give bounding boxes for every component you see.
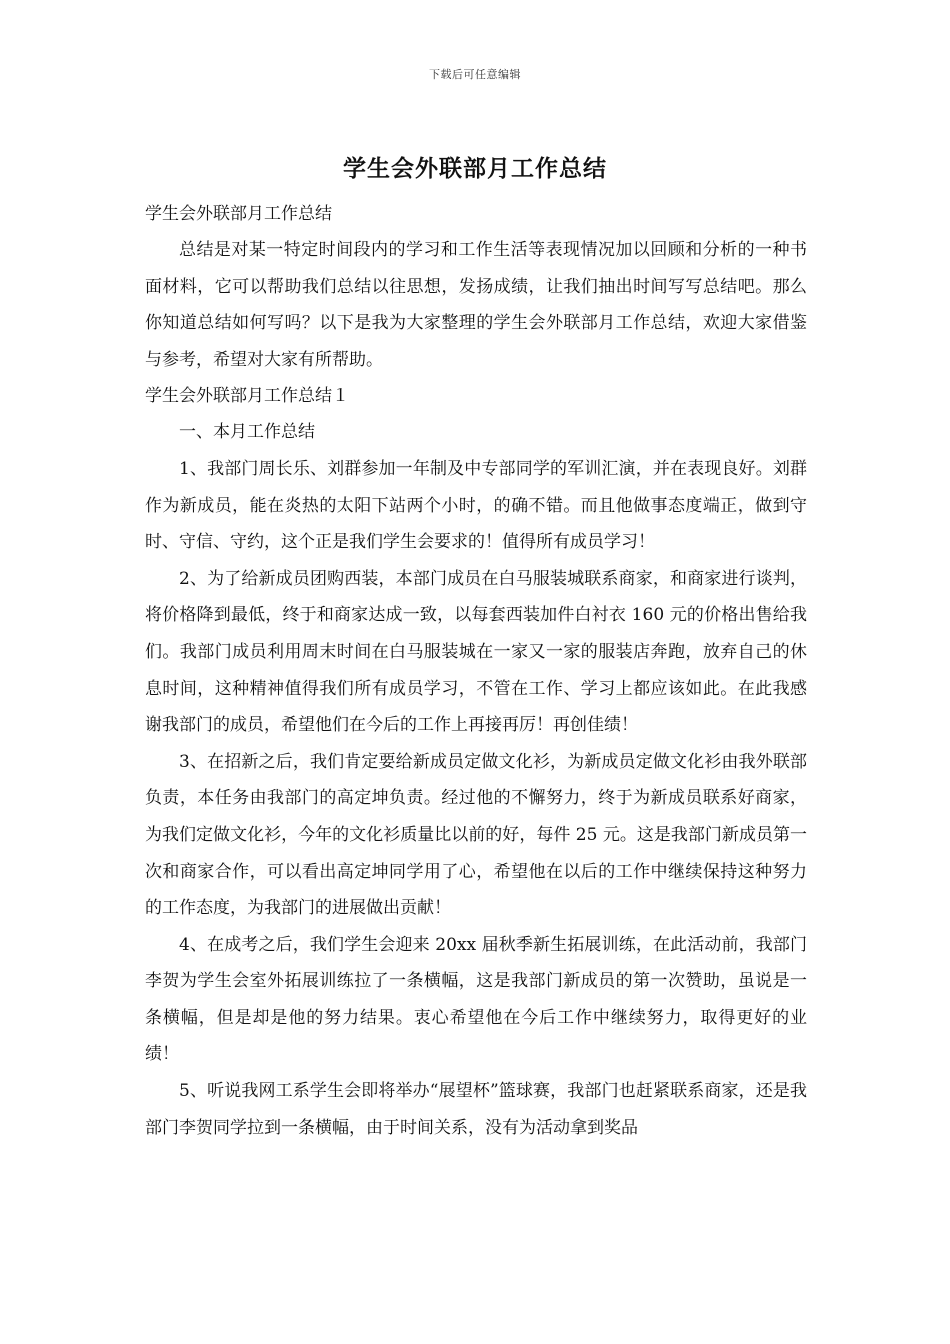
body-paragraph-1: 1、我部门周长乐、刘群参加一年制及中专部同学的军训汇演，并在表现良好。刘群作为新成员，能在炎热的太阳下站两个小时，的确不错。而且他做事态度端正，做到守时、守信、守约，这个正是我们学生会要求的！值得所有成员学习！ (145, 458, 807, 553)
section-heading: 学生会外联部月工作总结１ (145, 386, 349, 407)
document-body (145, 196, 807, 1146)
body-paragraph-4: 4、在成考之后，我们学生会迎来 20xx 届秋季新生拓展训练，在此活动前，我部门李贺为学生会室外拓展训练拉了一条横幅，这是我部门新成员的第一次赞助，虽说是一条横幅，但是却是他的努力结果。衷心希望他在今后工作中继续努力，取得更好的业绩！ (145, 934, 807, 1065)
document-title: 学生会外联部月工作总结 (343, 155, 607, 182)
body-paragraph-2: 2、为了给新成员团购西装，本部门成员在白马服装城联系商家，和商家进行谈判，将价格降到最低，终于和商家达成一致，以每套西装加件白衬衣 160 元的价格出售给我们。我部门成员利用周末时间在白马服装城在一家又一家的服装店奔跑，放弃自己的休息时间，这种精神值得我们所有成员学习，不管在工作、学习上都应该如此。在此我感谢我部门的成员，希望他们在今后的工作上再接再厉！再创佳绩！ (145, 568, 807, 736)
body-paragraph-3: 3、在招新之后，我们肯定要给新成员定做文化衫，为新成员定做文化衫由我外联部负责，本任务由我部门的高定坤负责。经过他的不懈努力，终于为新成员联系好商家，为我们定做文化衫，今年的文化衫质量比以前的好，每件 25 元。这是我部门新成员第一次和商家合作，可以看出高定坤同学用了心，希望他在以后的工作中继续保持这种努力的工作态度，为我部门的进展做出贡献！ (145, 751, 807, 919)
header-note: 下载后可任意编辑 (429, 68, 521, 81)
body-paragraph-5: 5、听说我网工系学生会即将举办“展望杯”篮球赛，我部门也赶紧联系商家，还是我部门李贺同学拉到一条横幅，由于时间关系，没有为活动拿到奖品 (145, 1081, 807, 1138)
document-subtitle: 学生会外联部月工作总结 (145, 204, 332, 224)
intro-paragraph: 总结是对某一特定时间段内的学习和工作生活等表现情况加以回顾和分析的一种书面材料，它可以帮助我们总结以往思想，发扬成绩，让我们抽出时间写写总结吧。那么你知道总结如何写吗？以下是我为大家整理的学生会外联部月工作总结，欢迎大家借鉴与参考，希望对大家有所帮助。 (145, 240, 807, 370)
subsection-heading: 一、本月工作总结 (179, 422, 315, 443)
